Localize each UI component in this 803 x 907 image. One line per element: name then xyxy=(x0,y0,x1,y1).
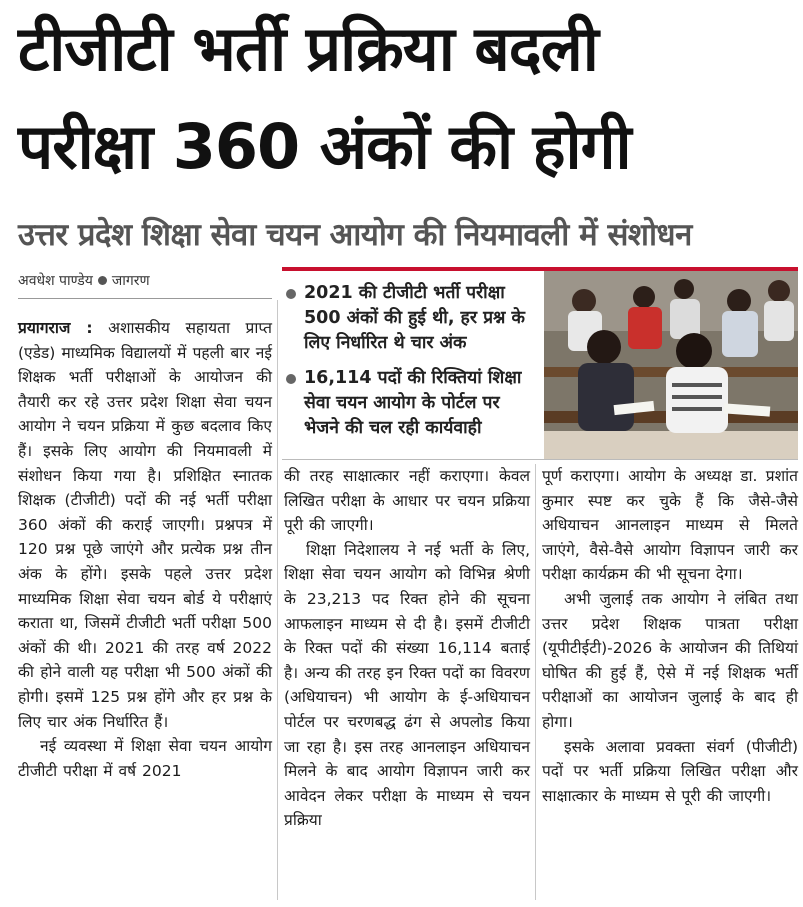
article-paragraph: की तरह साक्षात्कार नहीं कराएगा। केवल लिखित परीक्षा के आधार पर चयन प्रक्रिया पूरी की जाएगी। xyxy=(284,467,530,535)
bullet-icon xyxy=(286,289,296,299)
article-column-3 xyxy=(542,464,798,808)
headline-line-1: टीजीटी भर्ती प्रक्रिया बदली xyxy=(18,12,598,85)
highlight-bottom-rule xyxy=(282,459,798,460)
exam-hall-photo xyxy=(544,271,798,459)
byline xyxy=(18,272,268,290)
dateline: प्रयागराज : xyxy=(18,319,93,337)
subheadline: उत्तर प्रदेश शिक्षा सेवा चयन आयोग की नियमावली में संशोधन xyxy=(18,217,692,253)
bullet-icon xyxy=(286,374,296,384)
highlight-item xyxy=(282,281,540,356)
article-paragraph: पूर्ण कराएगा। आयोग के अध्यक्ष डा. प्रशांत कुमार स्पष्ट कर चुके हैं कि जैसे-जैसे अधियाचन आनलाइन माध्यम से मिलते जाएंगे, वैसे-वैसे आयोग विज्ञापन जारी कर परीक्षा कार्यक्रम की भी सूचना देगा। xyxy=(542,467,798,584)
byline-separator-dot xyxy=(98,276,107,285)
byline-source: जागरण xyxy=(111,273,150,289)
highlight-text: 16,114 पदों की रिक्तियां शिक्षा सेवा चयन आयोग के पोर्टल पर भेजने की चल रही कार्यवाही xyxy=(304,368,522,438)
article-paragraph: अभी जुलाई तक आयोग ने लंबित तथा उत्तर प्रदेश शिक्षक पात्रता परीक्षा (यूपीटीईटी)-2026 के आयोजन की तिथियां घोषित की हुई हैं, ऐसे में नई शिक्षक भर्ती परीक्षाओं का आयोजन जुलाई के बाद ही होगा। xyxy=(542,589,798,731)
highlight-text: 2021 की टीजीटी भर्ती परीक्षा 500 अंकों की हुई थी, हर प्रश्न के लिए निर्धारित थे चार अंक xyxy=(304,283,525,353)
highlight-item xyxy=(282,366,540,441)
headline-line-2: परीक्षा 360 अंकों की होगी xyxy=(18,110,631,183)
byline-rule xyxy=(18,298,272,299)
highlights-list xyxy=(282,281,540,451)
article-paragraph: इसके अलावा प्रवक्ता संवर्ग (पीजीटी) पदों पर भर्ती प्रक्रिया लिखित परीक्षा और साक्षात्कार के माध्यम से पूरी की जाएगी। xyxy=(542,737,798,805)
paragraph-text: अशासकीय सहायता प्राप्त (एडेड) माध्यमिक विद्यालयों में पहली बार नई शिक्षक भर्ती परीक्षाओं के आयोजन की तैयारी कर रहे उत्तर प्रदेश शिक्षा सेवा चयन आयोग ने चयन प्रक्रिया में कुछ बदलाव किए हैं। इसके लिए आयोग की नियमावली में संशोधन किया गया है। प्रशिक्षित स्नातक शिक्षक (टीजीटी) पदों की नई भर्ती परीक्षा 360 अंकों की कराई जाएगी। प्रश्नपत्र में 120 प्रश्न पूछे जाएंगे और प्रत्येक प्रश्न तीन अंक के होंगे। इसके पहले उत्तर प्रदेश माध्यमिक शिक्षा सेवा चयन बोर्ड ये परीक्षाएं कराता था, जिसमें टीजीटी भर्ती परीक्षा 500 अंकों की थी। 2021 की तरह वर्ष 2022 की होने वाली यह परीक्षा भी 500 अंकों की होगी। इसमें 125 प्रश्न होंगे और हर प्रश्न के लिए चार अंक निर्धारित हैं। xyxy=(18,319,272,731)
students-writing-exam-illustration xyxy=(544,271,798,459)
article-paragraph: नई व्यवस्था में शिक्षा सेवा चयन आयोग टीजीटी परीक्षा में वर्ष 2021 xyxy=(18,737,272,780)
column-divider xyxy=(277,300,278,900)
article-column-1 xyxy=(18,316,272,783)
article-paragraph: शिक्षा निदेशालय ने नई भर्ती के लिए, शिक्षा सेवा चयन आयोग को विभिन्न श्रेणी के 23,213 पद रिक्त होने की सूचना आफलाइन माध्यम से दी है। इसमें टीजीटी के रिक्त पदों की संख्या 16,114 बताई है। अन्य की तरह इन रिक्त पदों का विवरण (अधियाचन) भी आयोग के ई-अधियाचन पोर्टल पर चरणबद्ध ढंग से अपलोड किया जा रहा है। इस तरह आनलाइन अधियाचन मिलने के बाद आयोग विज्ञापन जारी कर आवेदन लेकर परीक्षा के माध्यम से चयन प्रक्रिया xyxy=(284,540,530,830)
byline-author: अवधेश पाण्डेय xyxy=(18,273,93,289)
article-paragraph xyxy=(18,316,272,734)
column-divider xyxy=(535,464,536,900)
article-column-2 xyxy=(284,464,530,833)
